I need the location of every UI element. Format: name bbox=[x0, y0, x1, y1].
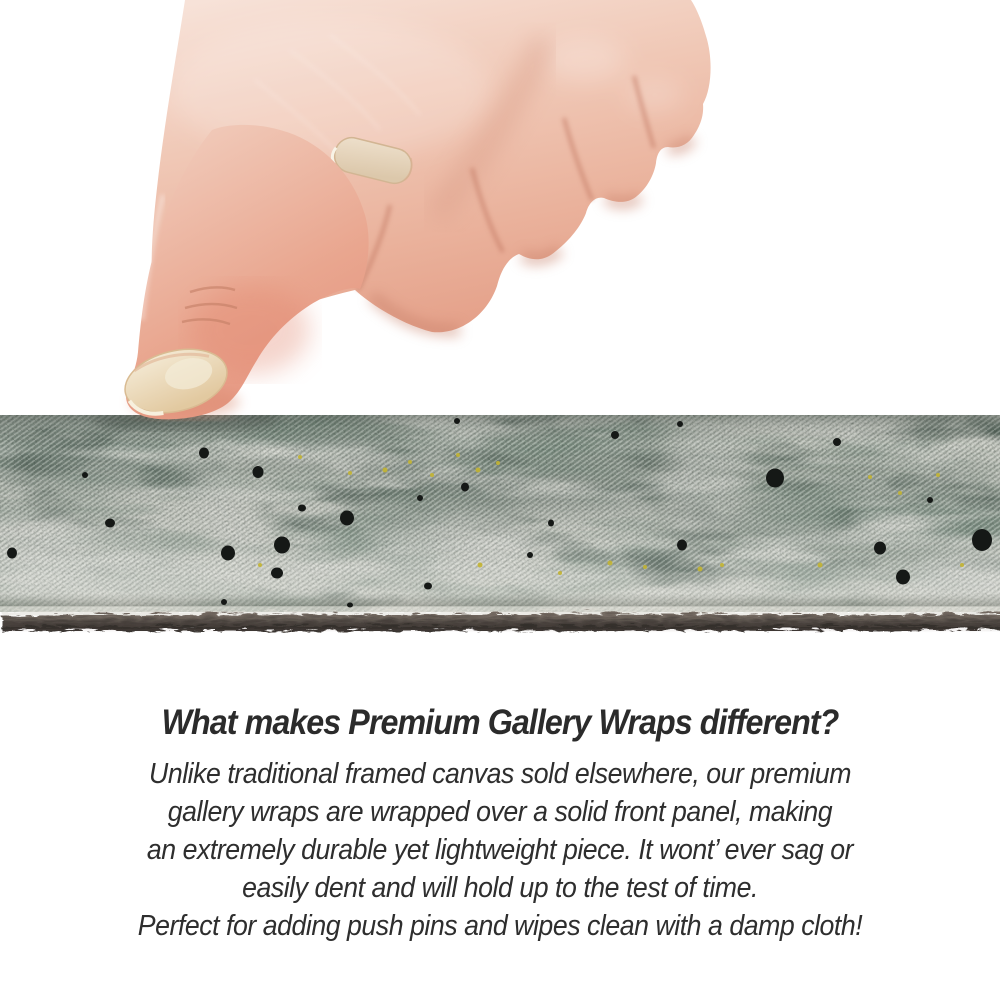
info-line: an extremely durable yet lightweight piece. It wont’ ever sag or bbox=[146, 834, 854, 866]
hand-art bbox=[0, 0, 1000, 432]
canvas-dark-edge bbox=[0, 609, 1000, 631]
info-line: gallery wraps are wrapped over a solid front panel, making bbox=[167, 796, 833, 828]
canvas-texture bbox=[0, 415, 1000, 616]
info-section bbox=[40, 701, 960, 945]
canvas-strip-art bbox=[0, 415, 1000, 633]
hand-illustration bbox=[0, 0, 1000, 432]
canvas-strip bbox=[0, 415, 1000, 633]
hand-thumb bbox=[118, 125, 368, 423]
info-heading: What makes Premium Gallery Wraps different? bbox=[161, 703, 839, 742]
info-line: Perfect for adding push pins and wipes clean with a damp cloth! bbox=[137, 910, 863, 942]
info-line: Unlike traditional framed canvas sold elsewhere, our premium bbox=[149, 758, 851, 790]
info-line: easily dent and will hold up to the test of time. bbox=[242, 872, 758, 904]
